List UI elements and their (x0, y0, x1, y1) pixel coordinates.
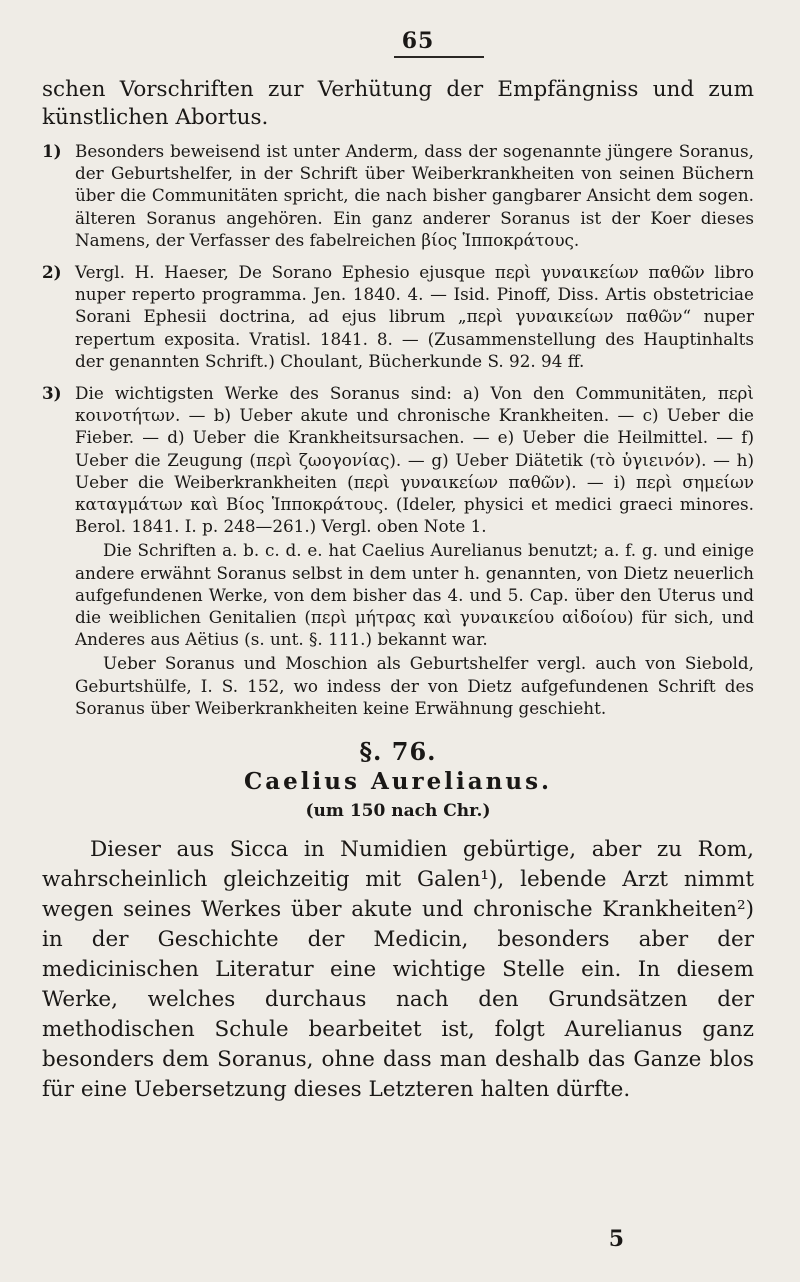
footnote-1 (42, 140, 754, 251)
footnotes (42, 140, 754, 719)
footnote-2 (42, 261, 754, 372)
footnote-text: Vergl. H. Haeser, De Sorano Ephesio ejusque περὶ γυναικείων παθῶν libro nuper reperto programma. Jen. 1840. 4. — Isid. Pinoff, Diss. Artis obstetriciae Sorani Ephesii doctrina, ad ejus librum „περὶ γυναικείων παθῶν“ nuper repertum exposita. Vratisl. 1841. 8. — (Zusammenstellung des Hauptinhalts der genannten Schrift.) Choulant, Bücherkunde S. 92. 94 ff. (75, 262, 754, 371)
section-number: §. 76. (359, 737, 437, 767)
lead-paragraph: schen Vorschriften zur Verhütung der Empfängniss und zum künstlichen Abortus. (42, 77, 754, 130)
body-paragraph: Dieser aus Sicca in Numidien gebürtige, aber zu Rom, wahrscheinlich gleichzeitig mit Galen¹), lebende Arzt nimmt wegen seines Werkes über akute und chronische Krankheiten²) in der Geschichte der Medicin, besonders aber der medicinischen Literatur eine wichtige Stelle ein. In diesem Werke, welches durchaus nach den Grundsätzen der methodischen Schule bearbeitet ist, folgt Aurelianus ganz besonders dem Soranus, ohne dass man deshalb das Ganze blos für eine Uebersetzung dieses Letzteren halten dürfte. (42, 837, 754, 1103)
footnote-number: 1) (42, 141, 62, 161)
signature-mark: 5 (608, 1226, 624, 1252)
header-rule (394, 56, 484, 58)
section-heading: Caelius Aurelianus. (243, 768, 553, 796)
footnote-number: 3) (42, 383, 62, 404)
footnote-3 (42, 382, 754, 719)
footnote-text: Die wichtigsten Werke des Soranus sind: a) Von den Communitäten, περὶ κοινοτήτων. — b) Ueber akute und chronische Krankheiten. — c) Ueber die Fieber. — d) Ueber die Krankheitsursachen. — e) Ueber die Heilmittel. — f) Ueber die Zeugung (περὶ ζωογονίας). — g) Ueber Diätetik (τὸ ὑγιεινόν). — h) Ueber die Weiberkrankheiten (περὶ γυναικείων παθῶν). — i) περὶ σημείων καταγμάτων καὶ Βίος Ἱπποκράτους. (Ideler, physici et medici graeci minores. Berol. 1841. I. p. 248—261.) Vergl. oben Note 1. (75, 383, 754, 537)
footnote-number: 2) (42, 262, 62, 283)
footnote-text: Die Schriften a. b. c. d. e. hat Caelius Aurelianus benutzt; a. f. g. und einige andere erwähnt Soranus selbst in dem unter h. genannten, von Dietz neuerlich aufgefundenen Werke, von dem bisher das 4. und 5. Cap. über den Uterus und die weiblichen Genitalien (περὶ μήτρας καὶ γυναικείου αἰδοίου) für sich, und Anderes aus Aëtius (s. unt. §. 111.) bekannt war. (75, 540, 754, 650)
page-number: 65 (401, 28, 435, 54)
footnote-text: Ueber Soranus und Moschion als Geburtshelfer vergl. auch von Siebold, Geburtshülfe, I. S. 152, wo indess der von Dietz aufgefundenen Schrift des Soranus über Weiberkrankheiten keine Erwähnung geschieht. (75, 653, 754, 718)
footnote-text: Besonders beweisend ist unter Anderm, dass der sogenannte jüngere Soranus, der Geburtshelfer, in der Schrift über Weiberkrankheiten von seinen Büchern über die Communitäten spricht, die nach bisher gangbarer Ansicht dem sogen. älteren Soranus angehören. Ein ganz anderer Soranus ist der Koer dieses Namens, der Verfasser des fabelreichen βίος Ἱπποκράτους. (75, 141, 754, 250)
section-date: (um 150 nach Chr.) (305, 801, 491, 822)
